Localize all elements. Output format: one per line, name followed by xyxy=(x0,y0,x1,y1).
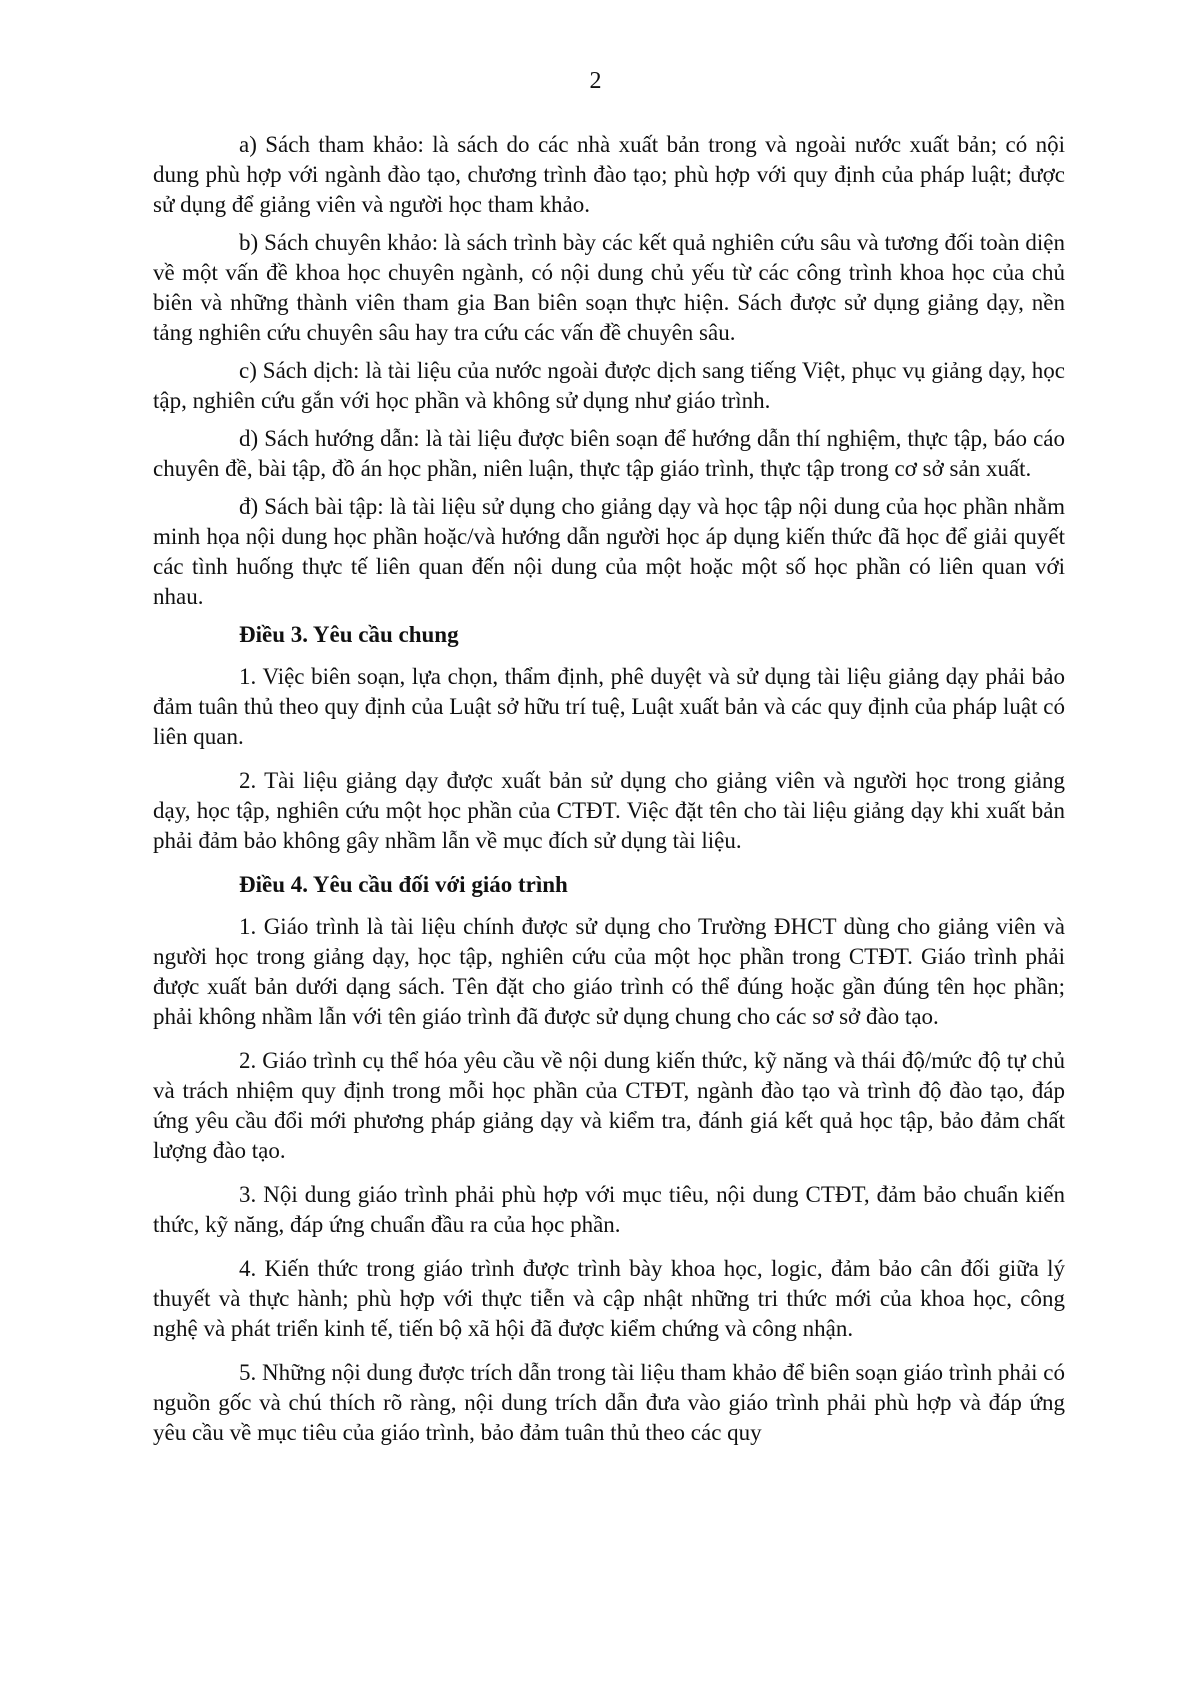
paragraph-a-reference-books: a) Sách tham khảo: là sách do các nhà xuất bản trong và ngoài nước xuất bản; có nội dung phù hợp với ngành đào tạo, chương trình đào tạo; phù hợp với quy định của pháp luật; được sử dụng để giảng viên và người học tham khảo. xyxy=(153,132,1065,217)
paragraph-b-monographs: b) Sách chuyên khảo: là sách trình bày các kết quả nghiên cứu sâu và tương đối toàn diện về một vấn đề khoa học chuyên ngành, có nội dung chủ yếu từ các công trình khoa học của chủ biên và những thành viên tham gia Ban biên soạn thực hiện. Sách được sử dụng giảng dạy, nền tảng nghiên cứu chuyên sâu hay tra cứu các vấn đề chuyên sâu. xyxy=(153,230,1065,345)
paragraph-dd-exercise-books: đ) Sách bài tập: là tài liệu sử dụng cho giảng dạy và học tập nội dung của học phần nhằm minh họa nội dung học phần hoặc/và hướng dẫn người học áp dụng kiến thức đã học để giải quyết các tình huống thực tế liên quan đến nội dung của một hoặc một số học phần có liên quan với nhau. xyxy=(153,494,1065,609)
paragraph-d-guide-books: d) Sách hướng dẫn: là tài liệu được biên soạn để hướng dẫn thí nghiệm, thực tập, báo cáo chuyên đề, bài tập, đồ án học phần, niên luận, thực tập giáo trình, thực tập trong cơ sở sản xuất. xyxy=(153,426,1065,481)
paragraph-c-translated-books: c) Sách dịch: là tài liệu của nước ngoài được dịch sang tiếng Việt, phục vụ giảng dạy, học tập, nghiên cứu gắn với học phần và không sử dụng như giáo trình. xyxy=(153,358,1065,413)
article-4-clause-4: 4. Kiến thức trong giáo trình được trình bày khoa học, logic, đảm bảo cân đối giữa lý thuyết và thực hành; phù hợp với thực tiễn và cập nhật những tri thức mới của khoa học, công nghệ và phát triển kinh tế, tiến bộ xã hội đã được kiểm chứng và công nhận. xyxy=(153,1256,1065,1341)
article-4-clause-3: 3. Nội dung giáo trình phải phù hợp với mục tiêu, nội dung CTĐT, đảm bảo chuẩn kiến thức, kỹ năng, đáp ứng chuẩn đầu ra của học phần. xyxy=(153,1182,1065,1237)
article-4-clause-1: 1. Giáo trình là tài liệu chính được sử dụng cho Trường ĐHCT dùng cho giảng viên và người học trong giảng dạy, học tập, nghiên cứu của một học phần trong CTĐT. Giáo trình phải được xuất bản dưới dạng sách. Tên đặt cho giáo trình có thể đúng hoặc gần đúng tên học phần; phải không nhầm lẫn với tên giáo trình đã được sử dụng chung cho các sơ sở đào tạo. xyxy=(153,914,1065,1029)
article-4-heading: Điều 4. Yêu cầu đối với giáo trình xyxy=(239,872,568,897)
document-body xyxy=(153,130,1065,1456)
article-3-clause-2: 2. Tài liệu giảng dạy được xuất bản sử dụng cho giảng viên và người học trong giảng dạy, học tập, nghiên cứu một học phần của CTĐT. Việc đặt tên cho tài liệu giảng dạy khi xuất bản phải đảm bảo không gây nhầm lẫn về mục đích sử dụng tài liệu. xyxy=(153,768,1065,853)
article-4-clause-2: 2. Giáo trình cụ thể hóa yêu cầu về nội dung kiến thức, kỹ năng và thái độ/mức độ tự chủ và trách nhiệm quy định trong mỗi học phần của CTĐT, ngành đào tạo và trình độ đào tạo, đáp ứng yêu cầu đổi mới phương pháp giảng dạy và kiểm tra, đánh giá kết quả học tập, bảo đảm chất lượng đào tạo. xyxy=(153,1048,1065,1163)
article-3-clause-1: 1. Việc biên soạn, lựa chọn, thẩm định, phê duyệt và sử dụng tài liệu giảng dạy phải bảo đảm tuân thủ theo quy định của Luật sở hữu trí tuệ, Luật xuất bản và các quy định của pháp luật có liên quan. xyxy=(153,664,1065,749)
page-number: 2 xyxy=(589,68,602,94)
article-3-heading: Điều 3. Yêu cầu chung xyxy=(239,622,459,647)
article-4-clause-5: 5. Những nội dung được trích dẫn trong tài liệu tham khảo để biên soạn giáo trình phải có nguồn gốc và chú thích rõ ràng, nội dung trích dẫn đưa vào giáo trình phải phù hợp và đáp ứng yêu cầu về mục tiêu của giáo trình, bảo đảm tuân thủ theo các quy xyxy=(153,1360,1065,1445)
